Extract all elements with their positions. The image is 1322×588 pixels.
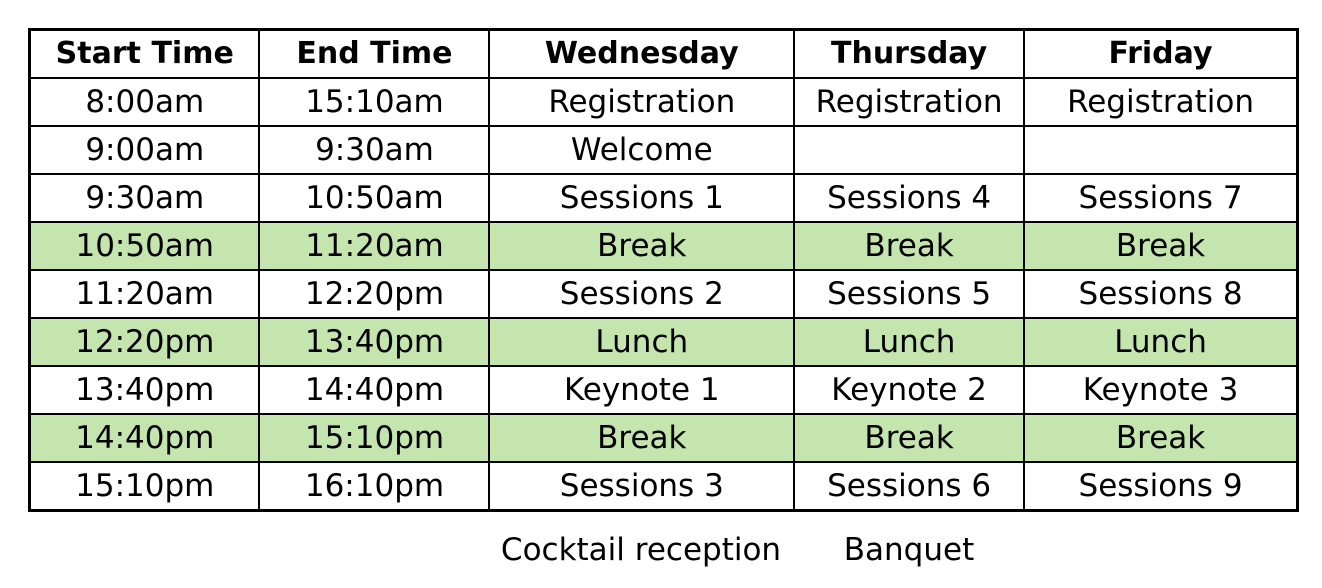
table-row bbox=[30, 174, 1298, 222]
thursday-cell: Break bbox=[794, 222, 1024, 270]
thursday-evening-note: Banquet bbox=[843, 532, 975, 568]
thursday-cell: Lunch bbox=[794, 318, 1024, 366]
wednesday-cell: Sessions 2 bbox=[489, 270, 794, 318]
friday-cell: Sessions 9 bbox=[1024, 462, 1297, 511]
table-row bbox=[30, 414, 1298, 462]
table-row bbox=[30, 126, 1298, 174]
end-time-cell: 9:30am bbox=[259, 126, 489, 174]
end-time-cell: 11:20am bbox=[259, 222, 489, 270]
table-body bbox=[30, 78, 1298, 511]
table-row bbox=[30, 366, 1298, 414]
friday-cell bbox=[1024, 126, 1297, 174]
friday-cell: Keynote 3 bbox=[1024, 366, 1297, 414]
friday-cell: Break bbox=[1024, 222, 1297, 270]
end-time-cell: 12:20pm bbox=[259, 270, 489, 318]
thursday-cell bbox=[794, 126, 1024, 174]
start-time-cell: 9:00am bbox=[30, 126, 260, 174]
wednesday-cell: Sessions 3 bbox=[489, 462, 794, 511]
start-time-cell: 12:20pm bbox=[30, 318, 260, 366]
thursday-cell: Registration bbox=[794, 78, 1024, 126]
end-time-cell: 10:50am bbox=[259, 174, 489, 222]
start-time-cell: 10:50am bbox=[30, 222, 260, 270]
table-row bbox=[30, 78, 1298, 126]
friday-cell: Lunch bbox=[1024, 318, 1297, 366]
thursday-cell: Sessions 6 bbox=[794, 462, 1024, 511]
table-row bbox=[30, 270, 1298, 318]
thursday-cell: Break bbox=[794, 414, 1024, 462]
wednesday-cell: Break bbox=[489, 222, 794, 270]
wednesday-cell: Keynote 1 bbox=[489, 366, 794, 414]
table-row bbox=[30, 222, 1298, 270]
table-row bbox=[30, 318, 1298, 366]
end-time-cell: 15:10pm bbox=[259, 414, 489, 462]
header-friday: Friday bbox=[1024, 30, 1297, 79]
header-thursday: Thursday bbox=[794, 30, 1024, 79]
friday-cell: Registration bbox=[1024, 78, 1297, 126]
header-start-time: Start Time bbox=[30, 30, 260, 79]
end-time-cell: 16:10pm bbox=[259, 462, 489, 511]
start-time-cell: 13:40pm bbox=[30, 366, 260, 414]
start-time-cell: 8:00am bbox=[30, 78, 260, 126]
thursday-cell: Sessions 4 bbox=[794, 174, 1024, 222]
thursday-cell: Sessions 5 bbox=[794, 270, 1024, 318]
wednesday-cell: Lunch bbox=[489, 318, 794, 366]
start-time-cell: 14:40pm bbox=[30, 414, 260, 462]
wednesday-cell: Welcome bbox=[489, 126, 794, 174]
wednesday-cell: Sessions 1 bbox=[489, 174, 794, 222]
schedule-table bbox=[28, 28, 1299, 512]
wednesday-evening-note: Cocktail reception bbox=[500, 532, 782, 568]
table-row bbox=[30, 462, 1298, 511]
start-time-cell: 11:20am bbox=[30, 270, 260, 318]
wednesday-cell: Break bbox=[489, 414, 794, 462]
start-time-cell: 9:30am bbox=[30, 174, 260, 222]
table-header bbox=[30, 30, 1298, 79]
end-time-cell: 14:40pm bbox=[259, 366, 489, 414]
header-end-time: End Time bbox=[259, 30, 489, 79]
friday-cell: Sessions 8 bbox=[1024, 270, 1297, 318]
friday-cell: Break bbox=[1024, 414, 1297, 462]
start-time-cell: 15:10pm bbox=[30, 462, 260, 511]
header-wednesday: Wednesday bbox=[489, 30, 794, 79]
wednesday-cell: Registration bbox=[489, 78, 794, 126]
end-time-cell: 15:10am bbox=[259, 78, 489, 126]
end-time-cell: 13:40pm bbox=[259, 318, 489, 366]
header-row bbox=[30, 30, 1298, 79]
thursday-cell: Keynote 2 bbox=[794, 366, 1024, 414]
friday-cell: Sessions 7 bbox=[1024, 174, 1297, 222]
